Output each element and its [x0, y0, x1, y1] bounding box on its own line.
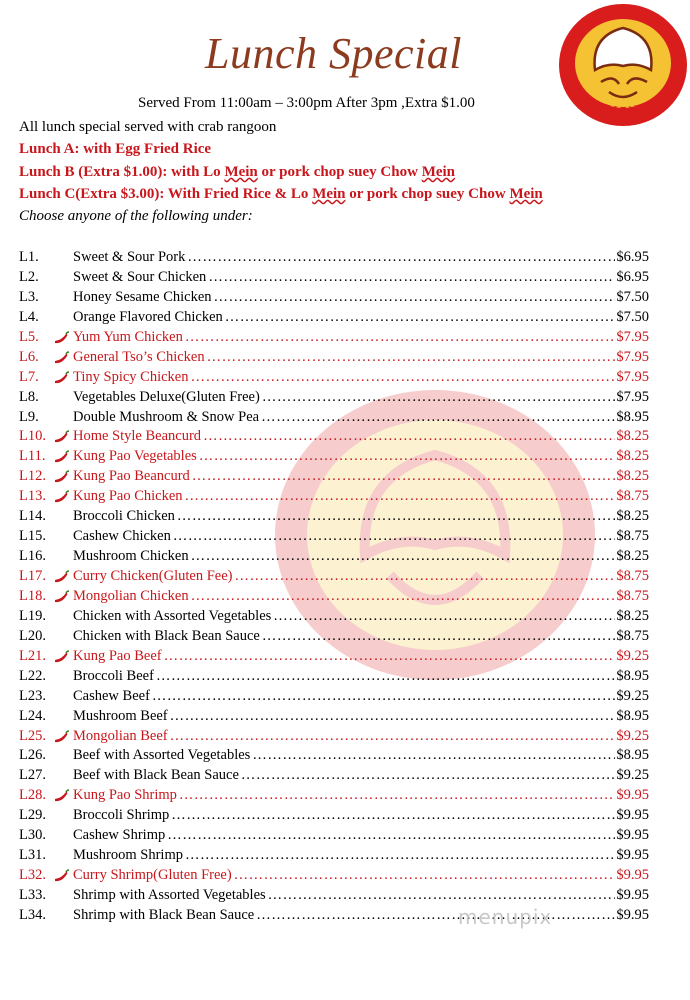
menu-item-code: L25. — [19, 727, 46, 744]
dot-leader — [268, 886, 616, 906]
menu-item-name: Kung Pao Beancurd — [73, 468, 190, 485]
menu-item-price: $8.25 — [616, 607, 649, 624]
dot-leader — [207, 348, 616, 368]
dot-leader — [185, 846, 615, 866]
menu-item-price: $8.25 — [616, 548, 649, 565]
menu-item-name: Cashew Shrimp — [73, 827, 166, 844]
menupix-watermark: menupix — [458, 905, 553, 929]
menu-item-price: $9.95 — [616, 807, 649, 824]
menu-item-price: $7.95 — [616, 368, 649, 385]
menu-item-name: Kung Pao Chicken — [73, 488, 183, 505]
menu-item-code: L24. — [19, 707, 46, 724]
menu-item-name: Cashew Beef — [73, 687, 150, 704]
served-hours: Served From 11:00am – 3:00pm After 3pm ,Extra $1.00 — [138, 95, 475, 111]
menu-item-code: L29. — [19, 807, 46, 824]
menu-item — [19, 388, 649, 408]
menu-item-price: $7.95 — [616, 388, 649, 405]
menu-item — [19, 607, 649, 627]
menu-item-code: L12. — [19, 468, 46, 485]
menu-item-code: L28. — [19, 787, 46, 804]
menu-item-price: $8.75 — [616, 488, 649, 505]
menu-item — [19, 268, 649, 288]
menu-item — [19, 587, 649, 607]
menu-item-code: L18. — [19, 587, 46, 604]
menu-item-price: $9.25 — [616, 767, 649, 784]
menu-item — [19, 547, 649, 567]
menu-item — [19, 567, 649, 587]
menu-item-price: $9.95 — [616, 787, 649, 804]
menu-item-code: L15. — [19, 528, 46, 545]
menu-item — [19, 328, 649, 348]
menu-item — [19, 687, 649, 707]
dot-leader — [192, 467, 616, 487]
menu-item — [19, 786, 649, 806]
menu-item-code: L22. — [19, 667, 46, 684]
menu-item-code: L33. — [19, 887, 46, 903]
menu-item-price: $8.25 — [616, 468, 649, 485]
menu-item-code: L3. — [19, 288, 39, 305]
dot-leader — [191, 547, 616, 567]
menu-item-price: $8.95 — [616, 707, 649, 724]
menu-item-name: Chicken with Black Bean Sauce — [73, 627, 260, 644]
menu-item-code: L11. — [19, 448, 46, 465]
menu-item-price: $8.75 — [616, 528, 649, 545]
menu-item — [19, 846, 649, 866]
menu-item-price: $8.75 — [616, 627, 649, 644]
intro-text: All lunch special served with crab rangoon — [19, 119, 277, 135]
menu-item-code: L27. — [19, 767, 46, 784]
menu-item — [19, 806, 649, 826]
menu-list — [19, 248, 649, 926]
menu-item — [19, 308, 649, 328]
dot-leader — [234, 567, 615, 587]
menu-item — [19, 348, 649, 368]
chili-pepper-icon — [53, 730, 71, 744]
chili-pepper-icon — [53, 570, 71, 584]
menu-item-code: L1. — [19, 249, 39, 265]
menu-item-price: $9.95 — [616, 867, 649, 884]
dot-leader — [208, 268, 615, 288]
menu-item-name: Kung Pao Vegetables — [73, 448, 197, 465]
menu-item-price: $7.95 — [616, 328, 649, 345]
chili-pepper-icon — [53, 869, 71, 883]
menu-item — [19, 248, 649, 268]
choose-instruction: Choose anyone of the following under: — [19, 208, 253, 224]
menu-item-name: Shrimp with Assorted Vegetables — [73, 887, 266, 903]
dot-leader — [241, 766, 615, 786]
menu-item-price: $8.75 — [616, 587, 649, 604]
menu-item — [19, 866, 649, 886]
menu-item — [19, 766, 649, 786]
menu-item-name: Vegetables Deluxe(Gluten Free) — [73, 388, 260, 405]
menu-item-name: Sweet & Sour Chicken — [73, 268, 207, 285]
menu-item — [19, 427, 649, 447]
menu-item-price: $8.25 — [616, 448, 649, 465]
menu-item-name: Kung Pao Shrimp — [73, 787, 177, 804]
menu-item-name: Mongolian Beef — [73, 727, 168, 744]
lunch-a: Lunch A: with Egg Fried Rice — [19, 141, 212, 157]
menu-item-price: $7.50 — [616, 308, 649, 325]
menu-item-code: L8. — [19, 388, 39, 405]
menu-item-name: Cashew Chicken — [73, 528, 171, 545]
chili-pepper-icon — [53, 490, 71, 504]
menu-item-price: $9.95 — [616, 906, 649, 923]
dot-leader — [185, 487, 616, 507]
menu-item-name: Beef with Assorted Vegetables — [73, 747, 251, 764]
menu-item-name: Double Mushroom & Snow Pea — [73, 408, 260, 425]
menu-item — [19, 527, 649, 547]
menu-item-price: $8.95 — [616, 667, 649, 684]
dot-leader — [261, 408, 615, 428]
menu-item — [19, 487, 649, 507]
menu-item — [19, 647, 649, 667]
menu-item-code: L19. — [19, 607, 46, 624]
chili-pepper-icon — [53, 331, 71, 345]
chef-logo-icon — [557, 2, 689, 128]
menu-item — [19, 288, 649, 308]
menu-item-name: Honey Sesame Chicken — [73, 288, 212, 305]
dot-leader — [167, 826, 615, 846]
dot-leader — [252, 746, 615, 766]
menu-item-code: L23. — [19, 687, 46, 704]
menu-item — [19, 727, 649, 747]
dot-leader — [225, 308, 616, 328]
menu-item-price: $9.95 — [616, 887, 649, 903]
menu-item-price: $7.50 — [616, 288, 649, 305]
dot-leader — [156, 667, 615, 687]
menu-item-name: Chicken with Assorted Vegetables — [73, 607, 272, 624]
menu-item — [19, 627, 649, 647]
menu-item-name: Home Style Beancurd — [73, 428, 202, 445]
menu-item-code: L7. — [19, 368, 39, 385]
menu-item-name: Yum Yum Chicken — [73, 328, 183, 345]
dot-leader — [262, 627, 616, 647]
dot-leader — [234, 866, 616, 886]
dot-leader — [203, 427, 615, 447]
menu-item-name: Sweet & Sour Pork — [73, 249, 186, 265]
dot-leader — [171, 806, 615, 826]
dot-leader — [177, 507, 615, 527]
menu-item-price: $9.25 — [616, 727, 649, 744]
dot-leader — [173, 527, 616, 547]
menu-item — [19, 707, 649, 727]
dot-leader — [170, 707, 616, 727]
menu-item-price: $9.25 — [616, 647, 649, 664]
dot-leader — [179, 786, 615, 806]
dot-leader — [214, 288, 616, 308]
menu-item-price: $6.95 — [616, 249, 649, 265]
logo-text: YUMMY HOUSE — [580, 76, 663, 112]
menu-item-code: L9. — [19, 408, 39, 425]
chili-pepper-icon — [53, 650, 71, 664]
menu-item-price: $9.95 — [616, 827, 649, 844]
menu-item-name: Mushroom Chicken — [73, 548, 189, 565]
menu-item-name: Beef with Black Bean Sauce — [73, 767, 239, 784]
menu-item-code: L20. — [19, 627, 46, 644]
menu-item-name: Broccoli Shrimp — [73, 807, 170, 824]
menu-item-code: L17. — [19, 568, 46, 584]
dot-leader — [152, 687, 615, 707]
dot-leader — [164, 647, 616, 667]
menu-item-name: Orange Flavored Chicken — [73, 308, 223, 325]
menu-item-price: $6.95 — [616, 268, 649, 285]
dot-leader — [256, 906, 615, 926]
menu-item-code: L26. — [19, 747, 46, 764]
dot-leader — [187, 248, 615, 268]
menu-item-name: Shrimp with Black Bean Sauce — [73, 906, 255, 923]
menu-item-code: L2. — [19, 268, 39, 285]
menu-item-name: Curry Chicken(Gluten Fee) — [73, 568, 233, 584]
menu-item-code: L34. — [19, 906, 46, 923]
menu-item-code: L31. — [19, 847, 46, 864]
chili-pepper-icon — [53, 789, 71, 803]
menu-item — [19, 368, 649, 388]
menu-item-name: Kung Pao Beef — [73, 647, 162, 664]
menu-item-price: $8.75 — [616, 568, 649, 584]
menu-item-price: $9.95 — [616, 847, 649, 864]
menu-item-code: L21. — [19, 647, 46, 664]
chili-pepper-icon — [53, 590, 71, 604]
menu-item-name: Curry Shrimp(Gluten Free) — [73, 867, 232, 884]
menu-item-code: L13. — [19, 488, 46, 505]
menu-item-price: $8.25 — [616, 428, 649, 445]
lunch-c: Lunch C(Extra $3.00): With Fried Rice & Lo Mein or pork chop suey Chow Mein — [19, 186, 543, 202]
menu-item-price: $8.25 — [616, 508, 649, 525]
menu-item — [19, 467, 649, 487]
menu-item-name: Mushroom Shrimp — [73, 847, 183, 864]
menu-item — [19, 447, 649, 467]
menu-item-price: $8.95 — [616, 408, 649, 425]
menu-item — [19, 746, 649, 766]
menu-item-code: L32. — [19, 867, 46, 884]
menu-item-code: L14. — [19, 508, 46, 525]
lunch-b: Lunch B (Extra $1.00): with Lo Mein or pork chop suey Chow Mein — [19, 164, 456, 180]
menu-item-name: Mushroom Beef — [73, 707, 168, 724]
menu-item-name: Mongolian Chicken — [73, 587, 189, 604]
menu-item — [19, 667, 649, 687]
page-title: Lunch Special — [205, 29, 463, 78]
dot-leader — [262, 388, 616, 408]
dot-leader — [273, 607, 615, 627]
menu-item — [19, 886, 649, 906]
chili-pepper-icon — [53, 430, 71, 444]
menu-item-name: Broccoli Chicken — [73, 508, 175, 525]
dot-leader — [190, 368, 615, 388]
menu-item — [19, 826, 649, 846]
menu-item-price: $7.95 — [616, 348, 649, 365]
menu-item — [19, 408, 649, 428]
dot-leader — [191, 587, 616, 607]
chili-pepper-icon — [53, 351, 71, 365]
menu-item-name: Tiny Spicy Chicken — [73, 368, 189, 385]
dot-leader — [185, 328, 616, 348]
dot-leader — [170, 727, 616, 747]
menu-item — [19, 507, 649, 527]
menu-item-code: L4. — [19, 308, 39, 325]
menu-item-code: L10. — [19, 428, 46, 445]
menu-item-code: L6. — [19, 348, 39, 365]
chili-pepper-icon — [53, 371, 71, 385]
chili-pepper-icon — [53, 470, 71, 484]
menu-item-code: L30. — [19, 827, 46, 844]
menu-item-code: L5. — [19, 328, 39, 345]
menu-item-code: L16. — [19, 548, 46, 565]
menu-item-price: $9.25 — [616, 687, 649, 704]
menu-item-price: $8.95 — [616, 747, 649, 764]
menu-item-name: Broccoli Beef — [73, 667, 154, 684]
menu-item — [19, 906, 649, 926]
chili-pepper-icon — [53, 450, 71, 464]
dot-leader — [199, 447, 616, 467]
menu-item-name: General Tso’s Chicken — [73, 348, 205, 365]
